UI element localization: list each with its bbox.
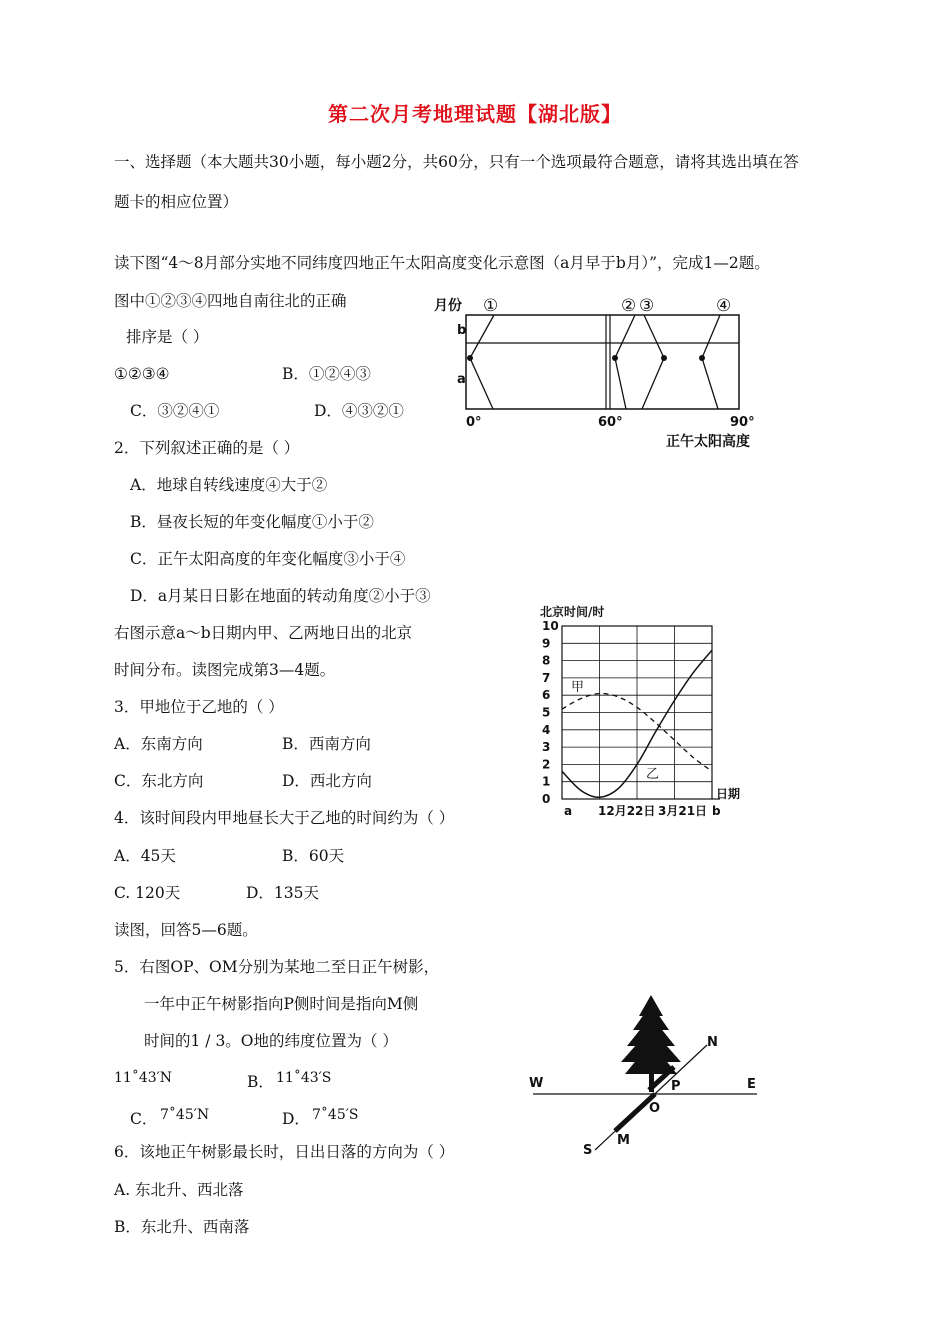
x-tick-label: a bbox=[564, 804, 573, 818]
fig1-ylabel: 月份 bbox=[434, 298, 462, 314]
figure-tree-shadow bbox=[525, 990, 775, 1165]
q5-stem-line1: 5．右图OP、OM分别为某地二至日正午树影， bbox=[114, 958, 440, 976]
q2-option-d: D．a月某日日影在地面的转动角度②小于③ bbox=[130, 587, 431, 605]
intro-q3-4-line1: 右图示意a～b日期内甲、乙两地日出的北京 bbox=[114, 624, 413, 642]
label-m: M bbox=[617, 1133, 630, 1148]
y-tick-label: 8 bbox=[542, 653, 551, 668]
figure-sun-altitude bbox=[420, 290, 780, 460]
q5-stem-line3: 时间的1 / 3。O地的纬度位置为（ ） bbox=[144, 1032, 398, 1050]
q5-option-d-label: D． bbox=[282, 1110, 310, 1128]
fig1-curve-1 bbox=[470, 315, 494, 409]
y-tick-label: 3 bbox=[542, 740, 551, 755]
fig1-curve-2 bbox=[615, 315, 635, 409]
label-e: E bbox=[747, 1077, 756, 1092]
label-n: N bbox=[707, 1035, 718, 1050]
fig1-dot-2 bbox=[612, 355, 618, 361]
y-tick-label: 7 bbox=[542, 670, 551, 685]
series-jia-label: 甲 bbox=[571, 680, 585, 695]
y-tick-label: 10 bbox=[542, 619, 559, 633]
chart-ylabel: 北京时间/时 bbox=[540, 605, 605, 619]
label-p: P bbox=[671, 1079, 681, 1094]
q1-option-b: B．①②④③ bbox=[282, 365, 371, 383]
y-tick-label: 1 bbox=[542, 774, 551, 789]
fig1-dot-3 bbox=[661, 355, 667, 361]
series-yi-label: 乙 bbox=[646, 767, 660, 782]
q3-option-c: C．东北方向 bbox=[114, 772, 204, 790]
q5-option-b: 11˚43′S bbox=[276, 1070, 332, 1086]
label-w: W bbox=[529, 1076, 544, 1091]
fig1-frame bbox=[466, 315, 739, 409]
fig1-x-90: 90° bbox=[730, 415, 755, 430]
fig1-x-60: 60° bbox=[598, 415, 623, 430]
intro-q5-6: 读图，回答5—6题。 bbox=[114, 921, 258, 939]
q2-stem: 2．下列叙述正确的是（ ） bbox=[114, 439, 300, 457]
q1-option-c: C．③②④① bbox=[130, 402, 220, 420]
figure-sunrise-chart bbox=[530, 600, 760, 825]
q6-stem: 6．该地正午树影最长时，日出日落的方向为（ ） bbox=[114, 1143, 455, 1161]
q5-option-c-label: C． bbox=[130, 1110, 158, 1128]
label-s: S bbox=[583, 1143, 593, 1158]
fig1-marker-4: ④ bbox=[716, 296, 732, 316]
y-tick-label: 5 bbox=[542, 705, 551, 720]
q5-option-b-label: B． bbox=[247, 1073, 274, 1091]
page-title: 第二次月考地理试题【湖北版】 bbox=[328, 102, 622, 126]
q2-option-a: A．地球自转线速度④大于② bbox=[130, 476, 328, 494]
q5-stem-line2: 一年中正午树影指向P侧时间是指向M侧 bbox=[144, 995, 419, 1013]
fig1-marker-3: ③ bbox=[639, 296, 655, 316]
q2-option-b: B．昼夜长短的年变化幅度①小于② bbox=[130, 513, 374, 531]
q4-stem: 4．该时间段内甲地昼长大于乙地的时间约为（ ） bbox=[114, 809, 455, 827]
fig1-marker-2: ② bbox=[621, 296, 637, 316]
x-tick-label: 12月22日 bbox=[598, 804, 656, 818]
fig1-dot-4 bbox=[699, 355, 705, 361]
fig1-y-a: a bbox=[457, 372, 466, 387]
q3-option-b: B．西南方向 bbox=[282, 735, 371, 753]
q3-option-d: D．西北方向 bbox=[282, 772, 372, 790]
q4-option-d: D．135天 bbox=[246, 884, 320, 902]
fig1-curve-4 bbox=[702, 315, 720, 409]
q6-option-b: B．东北升、西南落 bbox=[114, 1218, 250, 1236]
q2-option-c: C．正午太阳高度的年变化幅度③小于④ bbox=[130, 550, 406, 568]
fig1-curve-3 bbox=[642, 315, 664, 409]
q1-option-a: ①②③④ bbox=[114, 365, 170, 383]
y-tick-label: 2 bbox=[542, 757, 551, 772]
label-o: O bbox=[649, 1101, 661, 1116]
q4-option-c: C. 120天 bbox=[114, 884, 181, 902]
q1-stem-line2: 排序是（ ） bbox=[126, 328, 209, 346]
x-tick-label: 3月21日 bbox=[658, 804, 708, 818]
q1-stem-line1: 图中①②③④四地自南往北的正确 bbox=[114, 292, 347, 310]
q5-option-c: 7˚45′N bbox=[160, 1107, 210, 1123]
fig1-dot-1 bbox=[467, 355, 473, 361]
fig1-marker-1: ① bbox=[483, 296, 499, 316]
q1-option-d: D．④③②① bbox=[314, 402, 404, 420]
q3-option-a: A．东南方向 bbox=[114, 735, 203, 753]
fig1-xlabel: 正午太阳高度 bbox=[666, 434, 750, 450]
q4-option-b: B．60天 bbox=[282, 847, 345, 865]
q5-option-d: 7˚45′S bbox=[312, 1107, 359, 1123]
section-heading-line1: 一、选择题（本大题共30小题，每小题2分，共60分，只有一个选项最符合题意，请将其选出填在答 bbox=[114, 153, 799, 171]
fig1-x-0: 0° bbox=[466, 415, 482, 430]
intro-q1-2: 读下图“4～8月部分实地不同纬度四地正午太阳高度变化示意图（a月早于b月）”，完成1—2题。 bbox=[114, 254, 770, 272]
q3-stem: 3．甲地位于乙地的（ ） bbox=[114, 698, 284, 716]
chart-xlabel: 日期 bbox=[716, 787, 741, 801]
intro-q3-4-line2: 时间分布。读图完成第3—4题。 bbox=[114, 661, 336, 679]
y-tick-label: 4 bbox=[542, 722, 551, 737]
q4-option-a: A．45天 bbox=[114, 847, 176, 865]
y-tick-label: 0 bbox=[542, 792, 551, 806]
x-tick-label: b bbox=[712, 804, 721, 818]
q6-option-a: A. 东北升、西北落 bbox=[114, 1181, 244, 1199]
y-tick-label: 6 bbox=[542, 688, 551, 703]
q5-option-a: 11˚43′N bbox=[114, 1070, 173, 1086]
fig1-y-b: b bbox=[457, 323, 467, 338]
y-tick-label: 9 bbox=[542, 636, 551, 651]
section-heading-line2: 题卡的相应位置） bbox=[114, 193, 239, 211]
